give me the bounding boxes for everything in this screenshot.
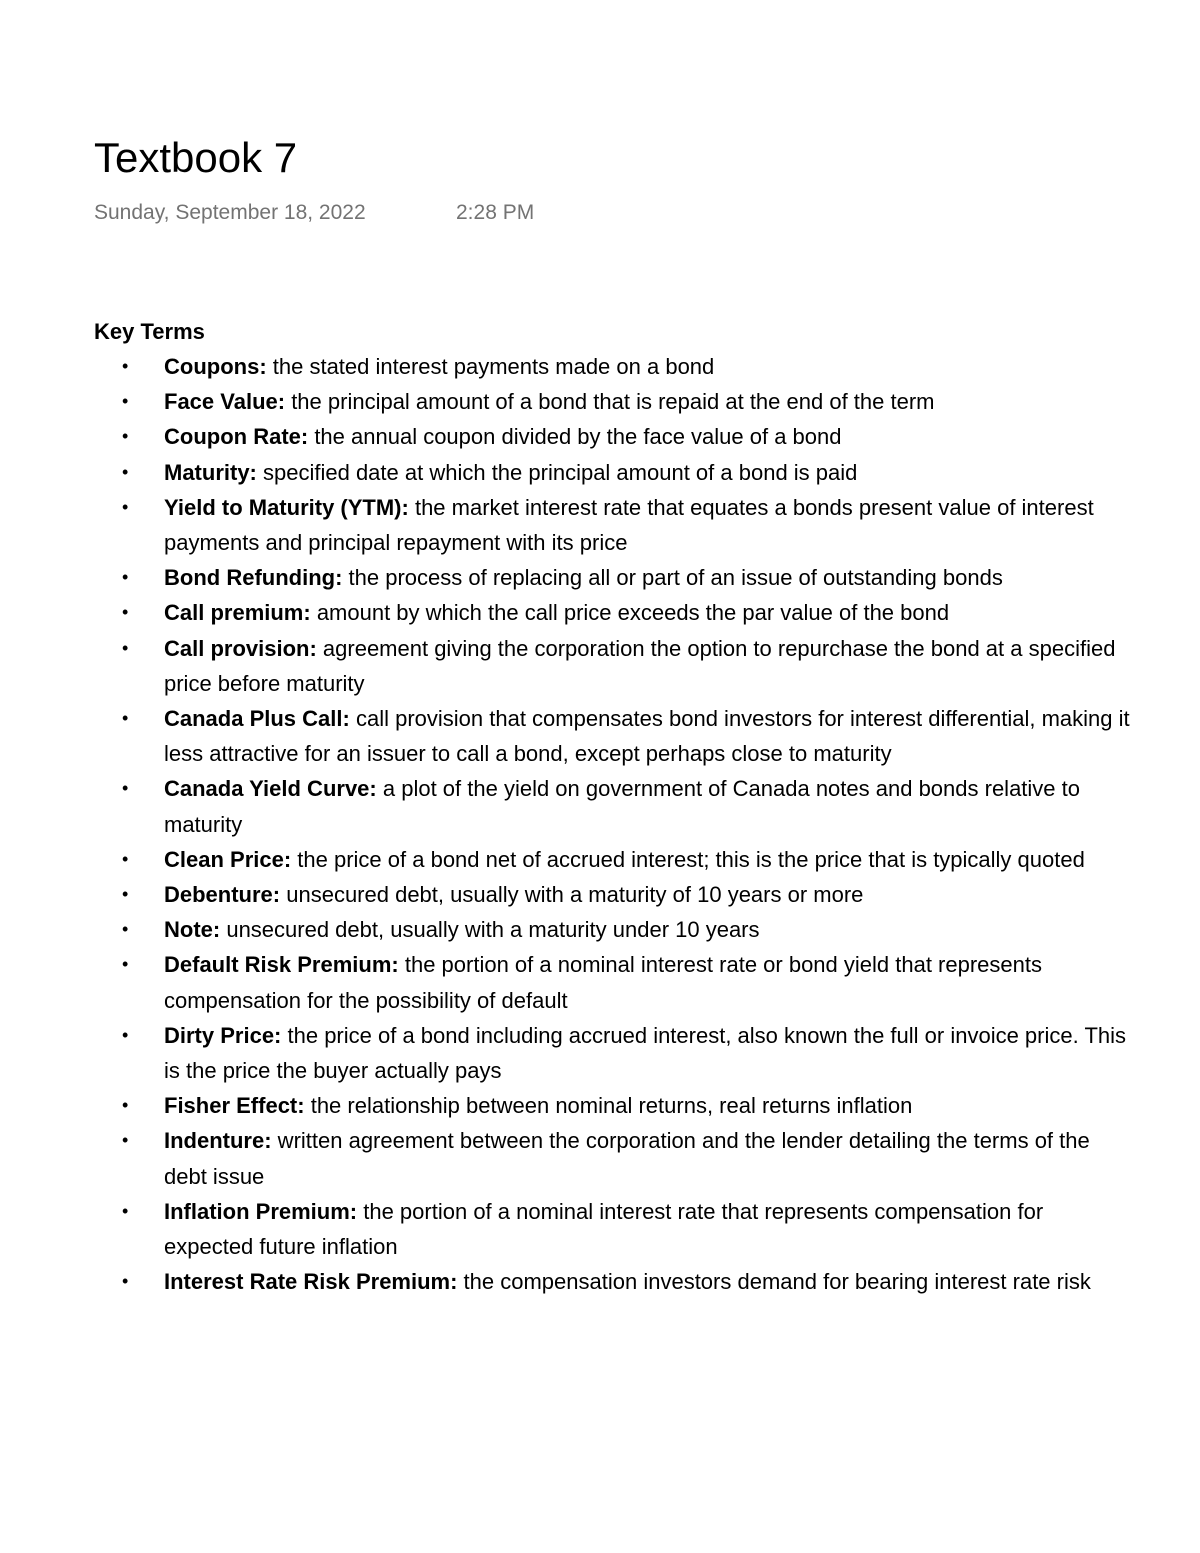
bullet-icon: • [122,602,129,623]
list-item [94,771,1134,841]
bullet-icon: • [122,1024,129,1045]
term-name: Fisher Effect: [164,1093,305,1119]
term-name: Call premium: [164,600,311,626]
bullet-icon: • [122,426,129,447]
term-definition: the process of replacing all or part of an issue of outstanding bonds [342,565,1003,591]
list-item [94,842,1134,877]
list-item [94,701,1134,771]
term-definition: written agreement between the corporation and the lender detailing the terms of the debt issue [164,1128,1090,1189]
page-timestamp [94,198,534,228]
term-definition: the price of a bond including accrued interest, also known the full or invoice price. This is the price the buyer actually pays [164,1022,1127,1084]
list-item [94,1194,1134,1264]
term-definition: unsecured debt, usually with a maturity under 10 years [220,917,760,943]
term-definition: agreement giving the corporation the option to repurchase the bond at a specified price before maturity [164,635,1116,696]
term-definition: the price of a bond net of accrued interest; this is the price that is typically quoted [291,846,1085,872]
page-time: 2:28 PM [456,201,535,224]
term-name: Clean Price: [164,846,292,872]
term-name: Canada Plus Call: [164,706,350,732]
term-name: Interest Rate Risk Premium: [164,1269,458,1295]
term-name: Note: [164,917,221,943]
term-definition: amount by which the call price exceeds the par value of the bond [310,600,950,626]
bullet-icon: • [122,637,129,658]
term-definition: unsecured debt, usually with a maturity of 10 years or more [280,882,864,908]
bullet-icon: • [122,848,129,869]
term-name: Indenture: [164,1128,272,1154]
term-name: Inflation Premium: [164,1198,358,1224]
list-item [94,1018,1134,1088]
bullet-icon: • [122,1095,129,1116]
page-date: Sunday, September 18, 2022 [94,201,366,224]
term-definition: call provision that compensates bond investors for interest differential, making it less attractive for an issuer to call a bond, except perhaps close to maturity [164,706,1130,767]
list-item [94,631,1134,701]
list-item [94,912,1134,947]
term-name: Maturity: [164,459,257,485]
term-definition: the compensation investors demand for bearing interest rate risk [457,1269,1091,1295]
bullet-icon: • [122,708,129,729]
key-terms-list [94,349,1134,1299]
list-item [94,947,1134,1017]
list-item [94,384,1134,419]
bullet-icon: • [122,954,129,975]
term-name: Dirty Price: [164,1022,282,1048]
list-item [94,419,1134,454]
list-item [94,1123,1134,1193]
bullet-icon: • [122,567,129,588]
page-title: Textbook 7 [94,134,298,181]
term-name: Coupon Rate: [164,424,309,450]
term-name: Canada Yield Curve: [164,776,377,802]
term-definition: the relationship between nominal returns, real returns inflation [304,1093,913,1119]
list-item [94,877,1134,912]
list-item [94,1264,1134,1299]
term-definition: the portion of a nominal interest rate or bond yield that represents compensation for the possibility of default [164,952,1042,1013]
list-item [94,455,1134,490]
list-item [94,595,1134,630]
section-heading: Key Terms [94,319,205,344]
list-item [94,349,1134,384]
term-definition: the stated interest payments made on a bond [266,354,715,379]
term-definition: the principal amount of a bond that is repaid at the end of the term [285,389,935,415]
bullet-icon: • [122,356,129,376]
term-definition: the annual coupon divided by the face value of a bond [308,424,842,450]
bullet-icon: • [122,461,129,482]
term-name: Coupons: [164,354,267,379]
page-content [94,314,1134,1299]
bullet-icon: • [122,919,129,940]
term-definition: the market interest rate that equates a bonds present value of interest payments and principal repayment with its price [164,494,1094,556]
term-name: Debenture: [164,882,281,908]
term-definition: the portion of a nominal interest rate that represents compensation for expected future inflation [164,1198,1044,1260]
term-definition: a plot of the yield on government of Canada notes and bonds relative to maturity [164,776,1080,837]
term-name: Face Value: [164,389,286,415]
bullet-icon: • [122,1200,129,1221]
bullet-icon: • [122,1271,129,1292]
list-item [94,560,1134,595]
list-item [94,490,1134,560]
bullet-icon: • [122,884,129,905]
term-name: Yield to Maturity (YTM): [164,494,409,520]
bullet-icon: • [122,778,129,799]
term-name: Bond Refunding: [164,565,343,591]
bullet-icon: • [122,391,129,412]
term-name: Call provision: [164,635,317,661]
bullet-icon: • [122,1130,129,1151]
term-definition: specified date at which the principal amount of a bond is paid [256,459,858,485]
term-name: Default Risk Premium: [164,952,399,978]
bullet-icon: • [122,496,129,517]
list-item [94,1088,1134,1123]
